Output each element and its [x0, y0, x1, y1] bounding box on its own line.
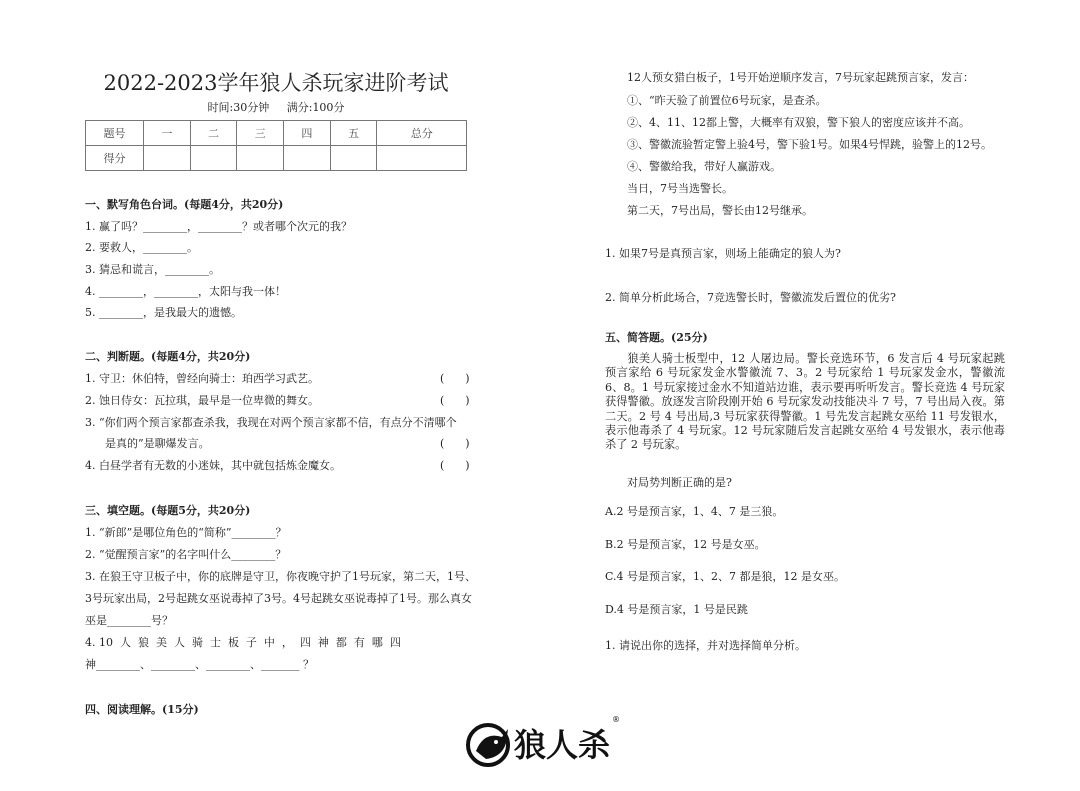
score-cell [144, 146, 191, 171]
table-cell: 一 [144, 121, 191, 146]
brand-logo [462, 715, 634, 775]
score-table [85, 120, 467, 171]
exam-info: 时间:30分钟 满分:100分 [207, 101, 345, 114]
question-item: 2. “觉醒预言家”的名字叫什么________？ [85, 548, 287, 561]
table-cell: 二 [190, 121, 237, 146]
reading-line: ②、4、11、12都上警，大概率有双狼，警下狼人的密度应该并不高。 [627, 116, 970, 129]
option-d: D.4 号是预言家，1 号是民跳 [605, 603, 748, 616]
reading-line: ①、“昨天验了前置位6号玩家，是查杀。 [627, 94, 827, 107]
table-cell: 得分 [86, 146, 144, 171]
section-heading: 二、判断题。(每题4分，共20分) [85, 350, 251, 363]
question-item: 2. 要救人，________。 [85, 241, 198, 254]
question-item: 1. 守卫：休伯特，曾经向骑士：珀西学习武艺。 [85, 372, 319, 385]
section-heading: 三、填空题。(每题5分，共20分) [85, 504, 251, 517]
question-item: 2. 蚀日侍女：瓦拉琪，最早是一位卑微的舞女。 [85, 394, 319, 407]
question-item: 2. 简单分析此场合，7竞选警长时，警徽流发后置位的优劣? [605, 291, 896, 304]
question-item: 4. ________，________，太阳与我一体！ [85, 285, 286, 298]
reading-line: ④、警徽给我，带好人赢游戏。 [627, 160, 781, 173]
table-row [86, 146, 467, 171]
question-item: 巫是________号？ [85, 614, 173, 627]
question-item: 1. 赢了吗？________，________？或者哪个次元的我？ [85, 220, 352, 233]
scenario-paragraph: 狼美人骑士板型中，12 人屠边局。警长竞选环节，6 发言后 4 号玩家起跳预言家给 6 号玩家发金水警徽流 7、3。2 号玩家给 1 号玩家发金水，警徽流 6、8。1 号玩家接过金水不知道站边谁，表示要再听听发言。警长竞选 4 号玩家获得警徽。放逐发言阶段刚开始 6 号玩家发动技能决斗 7 号，7 号出局入夜。第二天。2 号 4 号出局,3 号玩家获得警徽。1 号先发言起跳女巫给 11 号发银水，表示他毒杀了 4 号玩家。12 号玩家随后发言起跳女巫给 4 号发银水，表示他毒杀了 2 号玩家。 [605, 352, 1005, 452]
registered-mark: ® [612, 715, 620, 724]
table-cell: 总分 [377, 121, 467, 146]
option-b: B.2 号是预言家，12 号是女巫。 [605, 538, 766, 551]
reading-line: 12人预女猎白板子，1号开始逆顺序发言，7号玩家起跳预言家，发言： [627, 71, 974, 84]
answer-bracket: ( ) [440, 394, 470, 407]
reading-line: 第二天，7号出局，警长由12号继承。 [627, 204, 813, 217]
answer-bracket: ( ) [440, 459, 470, 472]
table-cell: 四 [284, 121, 331, 146]
question-item: 3. 在狼王守卫板子中，你的底牌是守卫，你夜晚守护了1号玩家，第二天，1号、 [85, 570, 476, 583]
logo-text: 狼人杀 [514, 726, 611, 764]
score-cell [377, 146, 467, 171]
answer-bracket: ( ) [440, 437, 470, 450]
question-item: 1. 请说出你的选择，并对选择简单分析。 [605, 639, 806, 652]
question-item: 3. “你们两个预言家都查杀我，我现在对两个预言家都不信，有点分不清哪个 [85, 416, 457, 429]
section-heading: 四、阅读理解。(15分) [85, 703, 199, 716]
question-item: 3号玩家出局，2号起跳女巫说毒掉了3号。4号起跳女巫说毒掉了1号。那么真女 [85, 592, 472, 605]
question-item: 3. 猜忌和谎言，________。 [85, 263, 220, 276]
question-item: 是真的”是聊爆发言。 [105, 437, 210, 450]
score-cell [330, 146, 377, 171]
section-heading: 五、简答题。(25分) [605, 331, 708, 344]
score-cell [237, 146, 284, 171]
score-cell [190, 146, 237, 171]
table-cell: 五 [330, 121, 377, 146]
reading-line: 当日，7号当选警长。 [627, 182, 733, 195]
question-item: 1. “新郎”是哪位角色的“简称”________？ [85, 526, 287, 539]
question-item: 5. ________，是我最大的遗憾。 [85, 306, 242, 319]
question-item: 4. 白昼学者有无数的小迷妹，其中就包括炼金魔女。 [85, 459, 341, 472]
page-title: 2022-2023学年狼人杀玩家进阶考试 [103, 71, 449, 95]
score-cell [284, 146, 331, 171]
table-row [86, 121, 467, 146]
question-item: 1. 如果7号是真预言家，则场上能确定的狼人为? [605, 247, 841, 260]
option-c: C.4 号是预言家，1、2、7 都是狼，12 是女巫。 [605, 570, 846, 583]
question-prompt: 对局势判断正确的是? [627, 476, 732, 489]
question-item: 4. 10 人 狼 美 人 骑 士 板 子 中 ， 四 神 都 有 哪 四 [85, 636, 401, 649]
option-a: A.2 号是预言家，1、4、7 是三狼。 [605, 505, 784, 518]
reading-line: ③、警徽流验暂定警上验4号，警下验1号。如果4号悍跳，验警上的12号。 [627, 138, 992, 151]
question-item: 神________、________、________、_______ ？ [85, 658, 314, 671]
section-heading: 一、默写角色台词。(每题4分，共20分) [85, 198, 284, 211]
answer-bracket: ( ) [440, 372, 470, 385]
table-cell: 三 [237, 121, 284, 146]
table-cell: 题号 [86, 121, 144, 146]
